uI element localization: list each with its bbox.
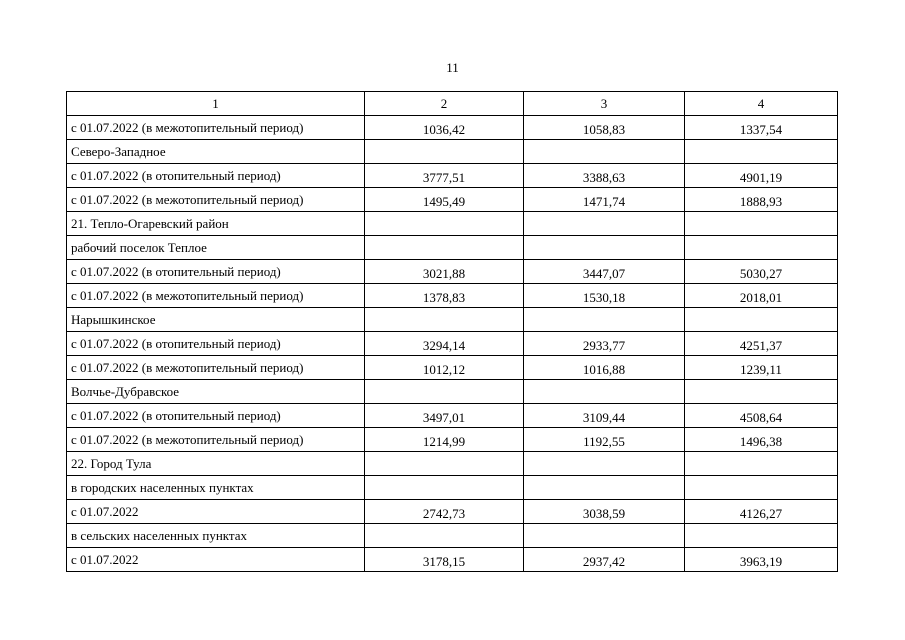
value-cell-col-3: 1192,55 <box>524 428 685 452</box>
value-cell-col-2: 1214,99 <box>365 428 524 452</box>
table-row <box>67 500 838 524</box>
table-row <box>67 380 838 404</box>
column-header-2: 2 <box>365 92 524 116</box>
table-row <box>67 116 838 140</box>
table-row <box>67 140 838 164</box>
value-cell-col-3: 1530,18 <box>524 284 685 308</box>
value-cell-col-2 <box>365 524 524 548</box>
table-header-row <box>67 92 838 116</box>
table-row <box>67 476 838 500</box>
value-cell-col-4 <box>685 236 838 260</box>
value-cell-col-4 <box>685 140 838 164</box>
value-cell-col-4: 4508,64 <box>685 404 838 428</box>
value-cell-col-3 <box>524 140 685 164</box>
value-cell-col-4 <box>685 380 838 404</box>
value-cell-col-3 <box>524 212 685 236</box>
column-header-4: 4 <box>685 92 838 116</box>
value-cell-col-4: 5030,27 <box>685 260 838 284</box>
row-label: с 01.07.2022 (в отопительный период) <box>67 404 365 428</box>
value-cell-col-3: 3447,07 <box>524 260 685 284</box>
value-cell-col-2 <box>365 236 524 260</box>
value-cell-col-3 <box>524 452 685 476</box>
row-label: с 01.07.2022 (в межотопительный период) <box>67 284 365 308</box>
table-row <box>67 164 838 188</box>
row-label: с 01.07.2022 (в межотопительный период) <box>67 188 365 212</box>
value-cell-col-3 <box>524 308 685 332</box>
value-cell-col-3 <box>524 476 685 500</box>
value-cell-col-3: 3038,59 <box>524 500 685 524</box>
row-label: 21. Тепло-Огаревский район <box>67 212 365 236</box>
row-label: с 01.07.2022 (в межотопительный период) <box>67 356 365 380</box>
value-cell-col-4: 2018,01 <box>685 284 838 308</box>
table-row <box>67 308 838 332</box>
value-cell-col-3 <box>524 236 685 260</box>
value-cell-col-2 <box>365 476 524 500</box>
value-cell-col-2: 2742,73 <box>365 500 524 524</box>
value-cell-col-3: 2937,42 <box>524 548 685 572</box>
column-header-3: 3 <box>524 92 685 116</box>
table-row <box>67 260 838 284</box>
value-cell-col-2 <box>365 308 524 332</box>
page-number: 11 <box>446 60 459 75</box>
value-cell-col-4 <box>685 524 838 548</box>
table-row <box>67 452 838 476</box>
value-cell-col-2: 1378,83 <box>365 284 524 308</box>
value-cell-col-4: 4251,37 <box>685 332 838 356</box>
value-cell-col-2: 3021,88 <box>365 260 524 284</box>
row-label: в городских населенных пунктах <box>67 476 365 500</box>
row-label: в сельских населенных пунктах <box>67 524 365 548</box>
value-cell-col-2: 1012,12 <box>365 356 524 380</box>
row-label: с 01.07.2022 (в отопительный период) <box>67 332 365 356</box>
table-row <box>67 212 838 236</box>
value-cell-col-3: 3109,44 <box>524 404 685 428</box>
row-label: рабочий поселок Теплое <box>67 236 365 260</box>
value-cell-col-4 <box>685 476 838 500</box>
value-cell-col-4: 3963,19 <box>685 548 838 572</box>
value-cell-col-3: 3388,63 <box>524 164 685 188</box>
table-row <box>67 284 838 308</box>
value-cell-col-2: 1495,49 <box>365 188 524 212</box>
value-cell-col-3 <box>524 380 685 404</box>
tariff-table <box>66 91 838 572</box>
row-label: с 01.07.2022 <box>67 500 365 524</box>
row-label: с 01.07.2022 (в межотопительный период) <box>67 428 365 452</box>
value-cell-col-3: 1016,88 <box>524 356 685 380</box>
row-label: Волчье-Дубравское <box>67 380 365 404</box>
value-cell-col-2: 1036,42 <box>365 116 524 140</box>
value-cell-col-3: 2933,77 <box>524 332 685 356</box>
row-label: Нарышкинское <box>67 308 365 332</box>
value-cell-col-4: 1888,93 <box>685 188 838 212</box>
column-header-1: 1 <box>67 92 365 116</box>
value-cell-col-2: 3777,51 <box>365 164 524 188</box>
tariff-table-body <box>67 92 838 572</box>
value-cell-col-4: 1496,38 <box>685 428 838 452</box>
row-label: с 01.07.2022 (в межотопительный период) <box>67 116 365 140</box>
row-label: 22. Город Тула <box>67 452 365 476</box>
table-row <box>67 236 838 260</box>
value-cell-col-3: 1058,83 <box>524 116 685 140</box>
value-cell-col-4 <box>685 308 838 332</box>
row-label: с 01.07.2022 (в отопительный период) <box>67 260 365 284</box>
value-cell-col-4: 1337,54 <box>685 116 838 140</box>
value-cell-col-4 <box>685 212 838 236</box>
table-row <box>67 332 838 356</box>
value-cell-col-4: 1239,11 <box>685 356 838 380</box>
value-cell-col-2: 3497,01 <box>365 404 524 428</box>
table-row <box>67 404 838 428</box>
value-cell-col-2: 3294,14 <box>365 332 524 356</box>
value-cell-col-4: 4901,19 <box>685 164 838 188</box>
table-row <box>67 188 838 212</box>
row-label: с 01.07.2022 (в отопительный период) <box>67 164 365 188</box>
value-cell-col-2 <box>365 380 524 404</box>
row-label: Северо-Западное <box>67 140 365 164</box>
value-cell-col-3 <box>524 524 685 548</box>
value-cell-col-4 <box>685 452 838 476</box>
value-cell-col-2: 3178,15 <box>365 548 524 572</box>
row-label: с 01.07.2022 <box>67 548 365 572</box>
value-cell-col-4: 4126,27 <box>685 500 838 524</box>
table-row <box>67 356 838 380</box>
value-cell-col-2 <box>365 140 524 164</box>
table-row <box>67 524 838 548</box>
value-cell-col-2 <box>365 212 524 236</box>
table-row <box>67 548 838 572</box>
table-row <box>67 428 838 452</box>
value-cell-col-3: 1471,74 <box>524 188 685 212</box>
value-cell-col-2 <box>365 452 524 476</box>
